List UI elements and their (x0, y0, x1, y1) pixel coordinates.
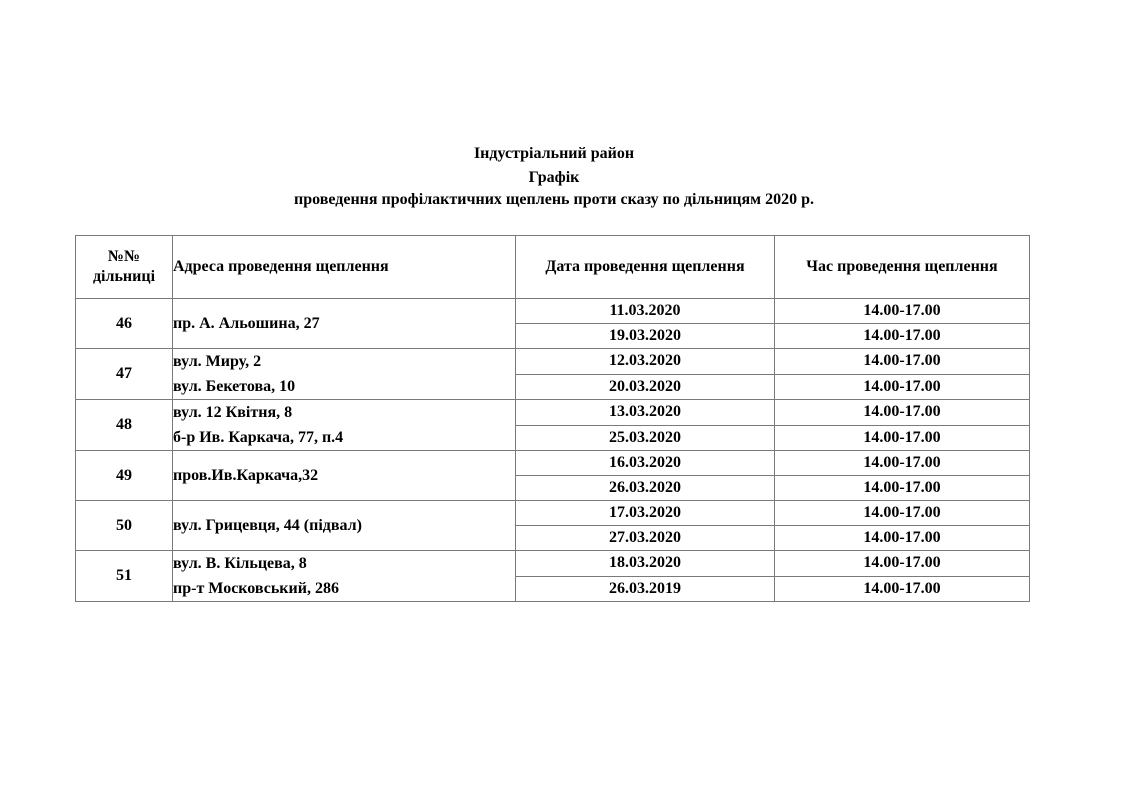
address-line: пр-т Московський, 286 (173, 580, 339, 597)
section-number-cell: 51 (76, 551, 173, 602)
section-number-cell: 46 (76, 299, 173, 349)
date-cell: 27.03.2020 (516, 526, 775, 551)
date-cell: 26.03.2019 (516, 576, 775, 602)
header-address: Адреса проведення щеплення (173, 236, 516, 299)
table-row (76, 551, 1030, 577)
time-cell: 14.00-17.00 (775, 476, 1030, 501)
section-number-cell: 49 (76, 451, 173, 501)
address-cell (173, 349, 516, 400)
address-line: вул. Грицевця, 44 (підвал) (173, 517, 362, 534)
address-line: пр. А. Альошина, 27 (173, 315, 320, 332)
table-row (76, 400, 1030, 426)
address-cell (173, 451, 516, 501)
time-cell: 14.00-17.00 (775, 551, 1030, 577)
address-cell (173, 551, 516, 602)
date-cell: 11.03.2020 (516, 299, 775, 324)
table-row (76, 451, 1030, 476)
address-line: вул. Бекетова, 10 (173, 378, 296, 395)
table-row (76, 501, 1030, 526)
header-row (76, 236, 1030, 299)
date-cell: 18.03.2020 (516, 551, 775, 577)
address-cell (173, 299, 516, 349)
date-cell: 25.03.2020 (516, 425, 775, 451)
table-header (76, 236, 1030, 299)
section-number-cell: 50 (76, 501, 173, 551)
table-body (76, 299, 1030, 602)
address-line: б-р Ив. Каркача, 77, п.4 (173, 429, 344, 446)
document-title: Графік (528, 169, 580, 186)
section-number-cell: 48 (76, 400, 173, 451)
time-cell: 14.00-17.00 (775, 349, 1030, 375)
time-cell: 14.00-17.00 (775, 576, 1030, 602)
section-number-cell: 47 (76, 349, 173, 400)
date-cell: 19.03.2020 (516, 324, 775, 349)
district-heading: Індустріальний район (473, 145, 635, 162)
date-cell: 13.03.2020 (516, 400, 775, 426)
time-cell: 14.00-17.00 (775, 400, 1030, 426)
date-cell: 16.03.2020 (516, 451, 775, 476)
header-section-number: №№ дільниці (76, 236, 173, 299)
header-time: Час проведення щеплення (775, 236, 1030, 299)
address-line: вул. В. Кільцева, 8 (173, 555, 307, 572)
vaccination-schedule-table (75, 235, 1030, 602)
date-cell: 26.03.2020 (516, 476, 775, 501)
time-cell: 14.00-17.00 (775, 324, 1030, 349)
time-cell: 14.00-17.00 (775, 451, 1030, 476)
address-line: вул. 12 Квітня, 8 (173, 404, 293, 421)
table-row (76, 299, 1030, 324)
time-cell: 14.00-17.00 (775, 374, 1030, 400)
time-cell: 14.00-17.00 (775, 425, 1030, 451)
address-cell (173, 501, 516, 551)
time-cell: 14.00-17.00 (775, 299, 1030, 324)
header-date: Дата проведення щеплення (516, 236, 775, 299)
document-subtitle: проведення профілактичних щеплень проти сказу по дільницям 2020 р. (294, 191, 814, 208)
time-cell: 14.00-17.00 (775, 526, 1030, 551)
address-line: вул. Миру, 2 (173, 353, 262, 370)
time-cell: 14.00-17.00 (775, 501, 1030, 526)
date-cell: 20.03.2020 (516, 374, 775, 400)
address-cell (173, 400, 516, 451)
date-cell: 17.03.2020 (516, 501, 775, 526)
address-line: пров.Ив.Каркача,32 (173, 467, 319, 484)
table-row (76, 349, 1030, 375)
date-cell: 12.03.2020 (516, 349, 775, 375)
